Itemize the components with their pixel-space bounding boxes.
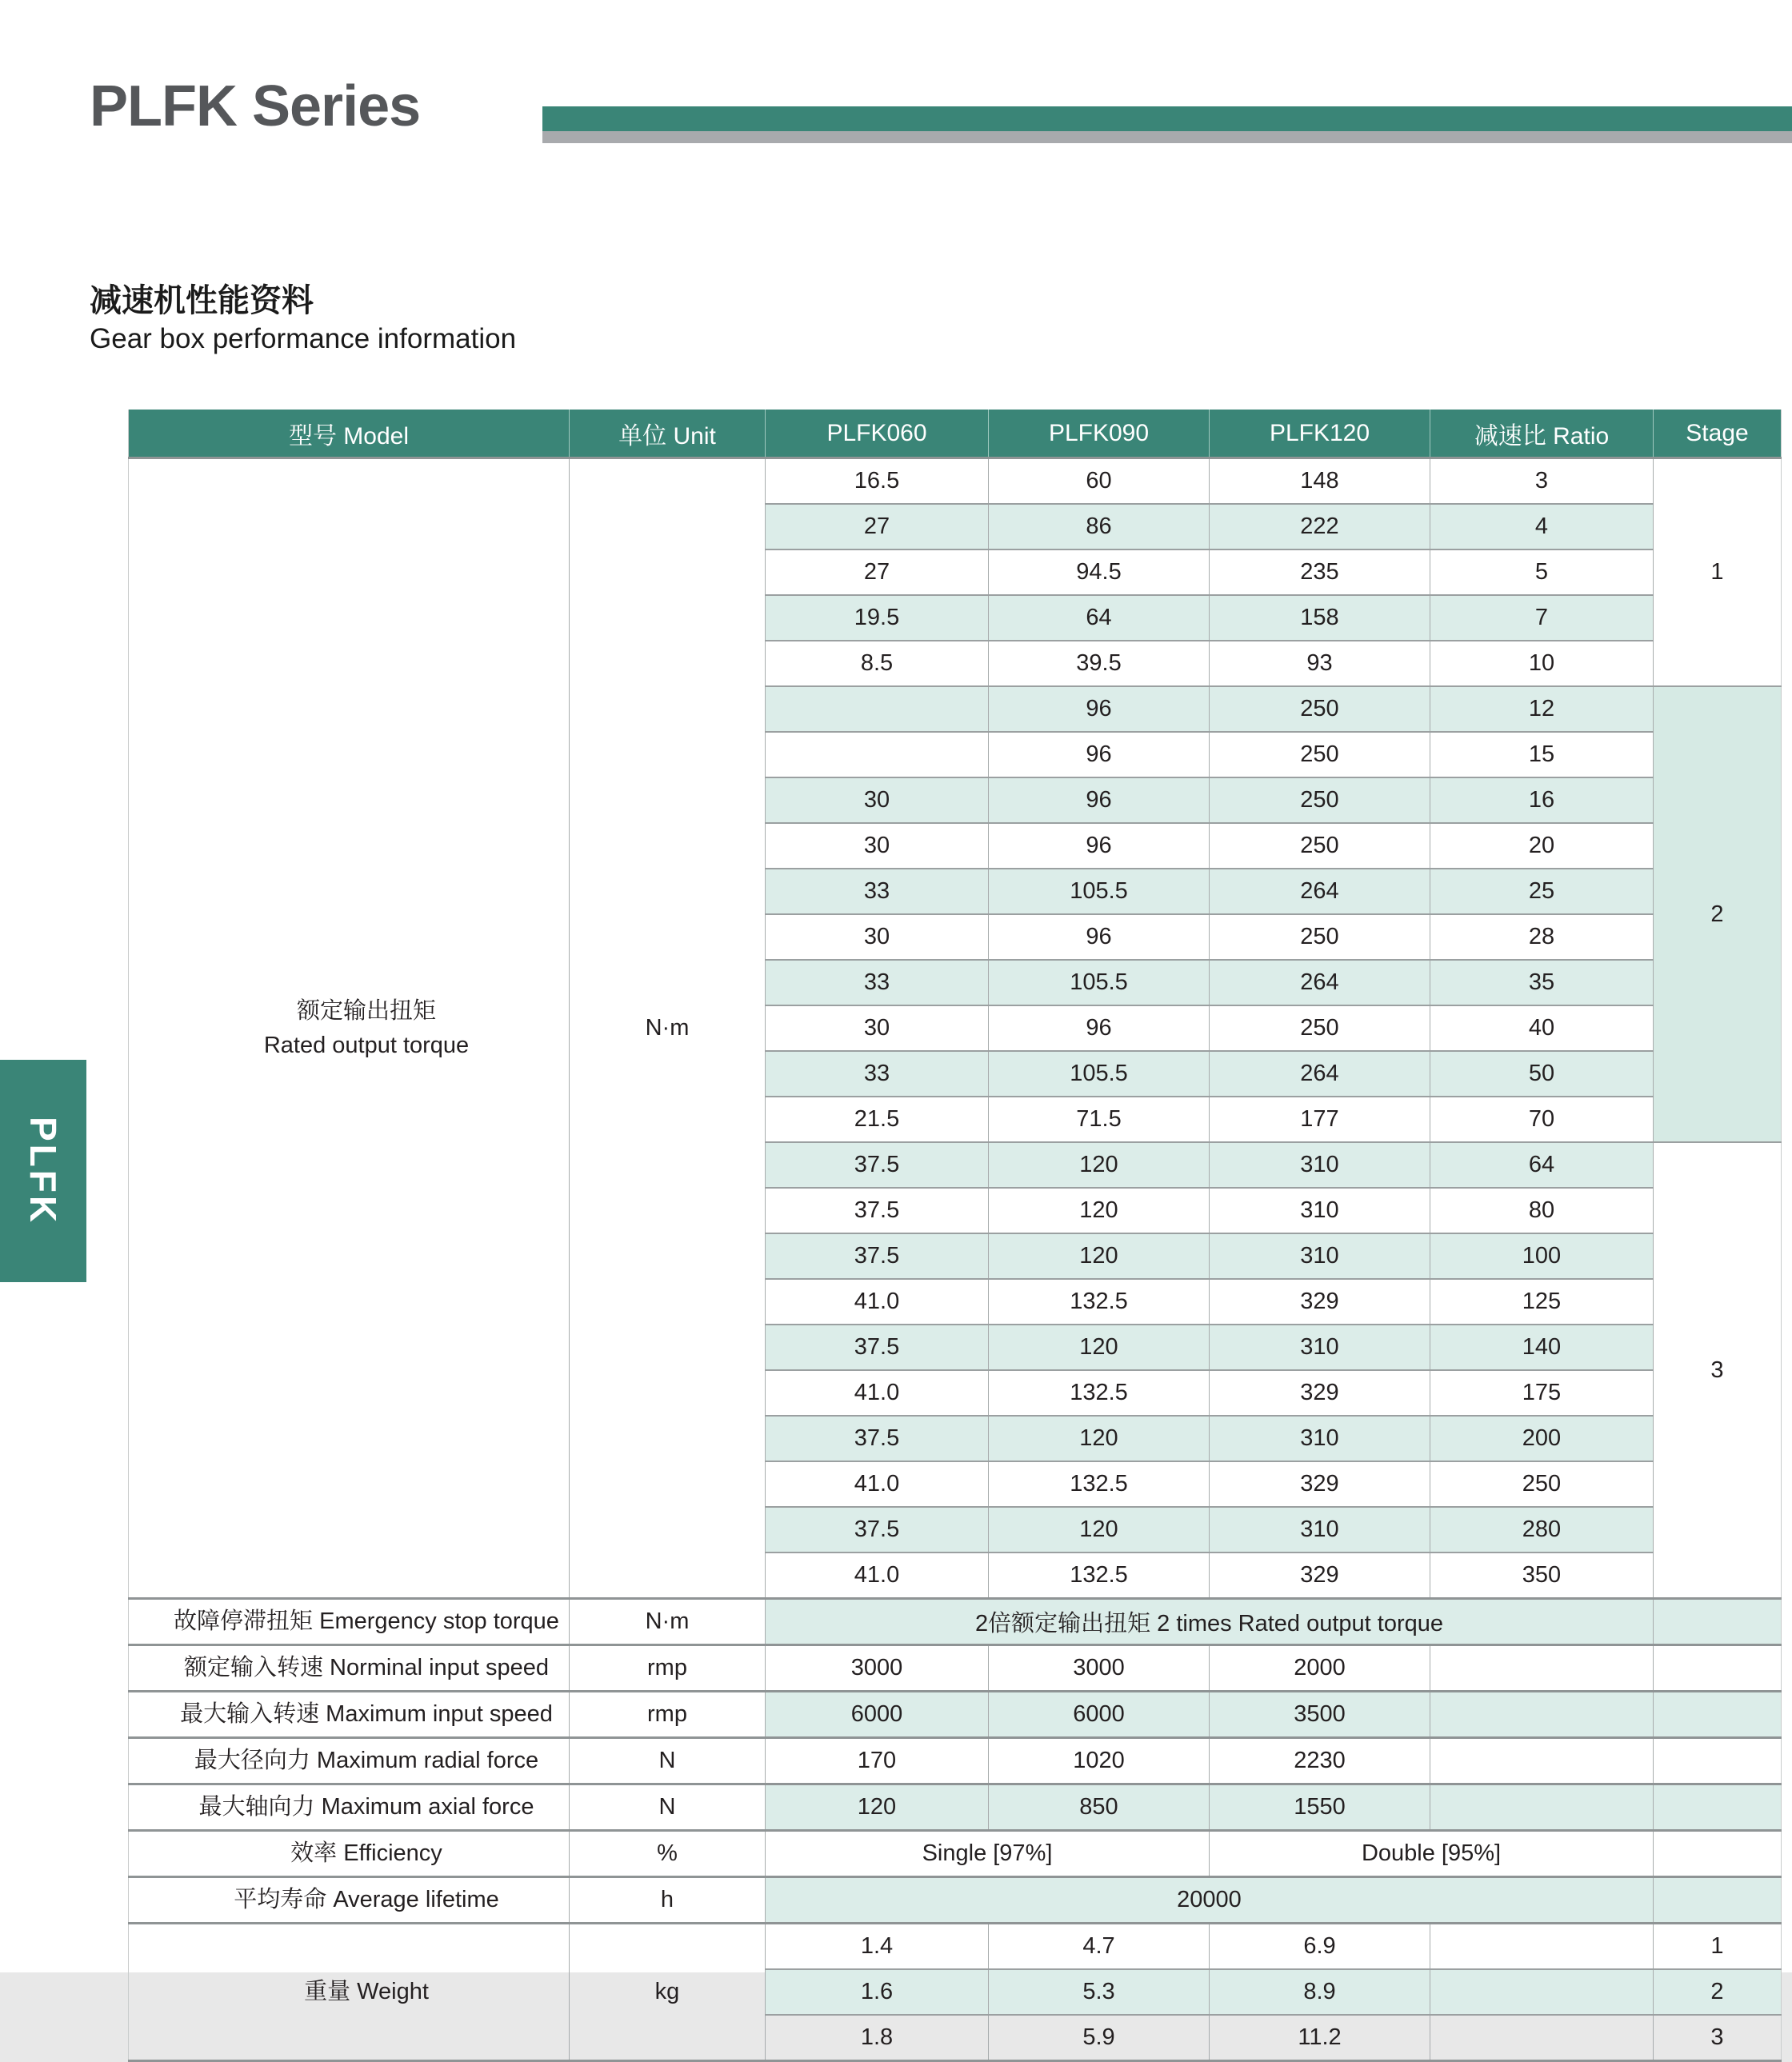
torque-cell: 8.5 <box>766 641 989 686</box>
torque-cell: 64 <box>989 595 1210 641</box>
table-row <box>129 1645 1782 1692</box>
torque-cell: 177 <box>1210 1097 1430 1142</box>
torque-cell: 120 <box>989 1507 1210 1552</box>
spec-unit: N <box>570 1738 766 1784</box>
torque-cell: 250 <box>1210 914 1430 960</box>
torque-cell: 105.5 <box>989 869 1210 914</box>
torque-cell: 39.5 <box>989 641 1210 686</box>
torque-cell <box>766 686 989 732</box>
torque-cell: 37.5 <box>766 1507 989 1552</box>
spec-value-cell: 2230 <box>1210 1738 1430 1784</box>
torque-cell: 30 <box>766 1005 989 1051</box>
torque-cell: 250 <box>1210 1005 1430 1051</box>
table-row <box>129 1692 1782 1738</box>
performance-table-wrap <box>128 410 1782 2062</box>
spec-stage-cell <box>1654 1645 1782 1692</box>
torque-cell: 235 <box>1210 549 1430 595</box>
ratio-cell: 20 <box>1430 823 1654 869</box>
header-row <box>129 410 1782 458</box>
section-title-en: Gear box performance information <box>90 323 517 354</box>
ratio-cell: 10 <box>1430 641 1654 686</box>
unit-cell: N·m <box>570 458 766 1599</box>
torque-cell: 120 <box>989 1188 1210 1233</box>
weight-unit-cell: kg <box>570 1924 766 2061</box>
torque-cell: 93 <box>1210 641 1430 686</box>
weight-value-cell: 5.3 <box>989 1969 1210 2015</box>
torque-cell: 30 <box>766 823 989 869</box>
torque-cell: 16.5 <box>766 458 989 505</box>
torque-cell: 132.5 <box>989 1279 1210 1325</box>
col-header-1: 单位 Unit <box>570 410 766 458</box>
spec-table <box>128 410 1782 2062</box>
weight-value-cell: 4.7 <box>989 1924 1210 1970</box>
stage-span-cell: 1 <box>1654 458 1782 687</box>
title-shadow-bar <box>542 131 1792 143</box>
ratio-cell: 64 <box>1430 1142 1654 1188</box>
spec-unit: rmp <box>570 1692 766 1738</box>
torque-cell: 250 <box>1210 686 1430 732</box>
torque-cell: 132.5 <box>989 1552 1210 1599</box>
ratio-cell: 175 <box>1430 1370 1654 1416</box>
torque-cell: 41.0 <box>766 1552 989 1599</box>
torque-cell: 94.5 <box>989 549 1210 595</box>
ratio-cell: 5 <box>1430 549 1654 595</box>
ratio-cell: 28 <box>1430 914 1654 960</box>
spec-span-cell: 2倍额定输出扭矩 2 times Rated output torque <box>766 1599 1654 1645</box>
torque-cell: 310 <box>1210 1507 1430 1552</box>
ratio-cell: 25 <box>1430 869 1654 914</box>
torque-cell: 30 <box>766 914 989 960</box>
spec-span-cell: 20000 <box>766 1877 1654 1924</box>
ratio-cell: 50 <box>1430 1051 1654 1097</box>
torque-cell: 264 <box>1210 960 1430 1005</box>
torque-cell: 120 <box>989 1325 1210 1370</box>
stage-span-cell: 3 <box>1654 1142 1782 1599</box>
ratio-empty-cell <box>1430 1924 1654 1970</box>
table-row <box>129 1784 1782 1831</box>
spec-value-cell: 3000 <box>989 1645 1210 1692</box>
ratio-cell: 4 <box>1430 504 1654 549</box>
spec-value-cell: 850 <box>989 1784 1210 1831</box>
table-row <box>129 1924 1782 1970</box>
ratio-cell: 280 <box>1430 1507 1654 1552</box>
table-row <box>129 1831 1782 1877</box>
torque-cell: 27 <box>766 504 989 549</box>
spec-value-cell: 2000 <box>1210 1645 1430 1692</box>
ratio-cell: 3 <box>1430 458 1654 505</box>
spec-unit: N·m <box>570 1599 766 1645</box>
ratio-cell: 80 <box>1430 1188 1654 1233</box>
torque-cell: 105.5 <box>989 960 1210 1005</box>
spec-value-cell: 1020 <box>989 1738 1210 1784</box>
torque-cell: 96 <box>989 777 1210 823</box>
spec-label: 效率 Efficiency <box>129 1831 570 1877</box>
weight-value-cell: 6.9 <box>1210 1924 1430 1970</box>
torque-cell: 37.5 <box>766 1188 989 1233</box>
torque-cell: 120 <box>989 1233 1210 1279</box>
weight-value-cell: 8.9 <box>1210 1969 1430 2015</box>
ratio-cell: 15 <box>1430 732 1654 777</box>
torque-cell: 329 <box>1210 1370 1430 1416</box>
spec-label: 额定输入转速 Norminal input speed <box>129 1645 570 1692</box>
torque-cell: 33 <box>766 960 989 1005</box>
ratio-cell: 40 <box>1430 1005 1654 1051</box>
col-header-2: PLFK060 <box>766 410 989 458</box>
torque-cell: 41.0 <box>766 1279 989 1325</box>
torque-cell: 120 <box>989 1142 1210 1188</box>
col-header-3: PLFK090 <box>989 410 1210 458</box>
torque-cell: 37.5 <box>766 1142 989 1188</box>
torque-cell: 33 <box>766 1051 989 1097</box>
weight-stage-cell: 2 <box>1654 1969 1782 2015</box>
ratio-empty-cell <box>1430 1738 1654 1784</box>
spec-stage-cell <box>1654 1599 1782 1645</box>
ratio-empty-cell <box>1430 1645 1654 1692</box>
torque-cell: 132.5 <box>989 1370 1210 1416</box>
torque-cell: 310 <box>1210 1416 1430 1461</box>
torque-cell: 27 <box>766 549 989 595</box>
torque-cell: 329 <box>1210 1279 1430 1325</box>
model-label-en: Rated output torque <box>263 1032 470 1058</box>
torque-cell: 30 <box>766 777 989 823</box>
table-head <box>129 410 1782 458</box>
ratio-cell: 12 <box>1430 686 1654 732</box>
series-side-tab <box>0 1060 86 1282</box>
table-body <box>129 458 1782 2061</box>
weight-stage-cell: 1 <box>1654 1924 1782 1970</box>
torque-cell: 120 <box>989 1416 1210 1461</box>
page-title: PLFK Series <box>90 74 421 138</box>
spec-stage-cell <box>1654 1738 1782 1784</box>
torque-cell: 250 <box>1210 823 1430 869</box>
torque-cell: 222 <box>1210 504 1430 549</box>
ratio-cell: 70 <box>1430 1097 1654 1142</box>
torque-cell: 96 <box>989 823 1210 869</box>
spec-split-cell: Double [95%] <box>1210 1831 1654 1877</box>
torque-cell: 96 <box>989 1005 1210 1051</box>
spec-unit: % <box>570 1831 766 1877</box>
ratio-empty-cell <box>1430 2015 1654 2061</box>
torque-cell: 19.5 <box>766 595 989 641</box>
table-row <box>129 458 1782 505</box>
spec-label: 平均寿命 Average lifetime <box>129 1877 570 1924</box>
spec-value-cell: 120 <box>766 1784 989 1831</box>
ratio-cell: 100 <box>1430 1233 1654 1279</box>
spec-stage-cell <box>1654 1831 1782 1877</box>
table-row <box>129 1877 1782 1924</box>
table-row <box>129 1738 1782 1784</box>
weight-value-cell: 1.8 <box>766 2015 989 2061</box>
weight-value-cell: 1.6 <box>766 1969 989 2015</box>
spec-stage-cell <box>1654 1784 1782 1831</box>
torque-cell: 37.5 <box>766 1233 989 1279</box>
torque-cell: 250 <box>1210 732 1430 777</box>
ratio-cell: 250 <box>1430 1461 1654 1507</box>
torque-cell: 33 <box>766 869 989 914</box>
torque-cell: 37.5 <box>766 1325 989 1370</box>
torque-cell <box>766 732 989 777</box>
ratio-cell: 140 <box>1430 1325 1654 1370</box>
ratio-cell: 7 <box>1430 595 1654 641</box>
torque-cell: 21.5 <box>766 1097 989 1142</box>
spec-value-cell: 6000 <box>766 1692 989 1738</box>
series-side-tab-label: PLFK <box>22 1116 64 1226</box>
weight-value-cell: 11.2 <box>1210 2015 1430 2061</box>
model-label-zh: 额定输出扭矩 <box>296 998 436 1025</box>
torque-cell: 37.5 <box>766 1416 989 1461</box>
torque-cell: 264 <box>1210 869 1430 914</box>
torque-cell: 329 <box>1210 1461 1430 1507</box>
torque-cell: 86 <box>989 504 1210 549</box>
spec-value-cell: 1550 <box>1210 1784 1430 1831</box>
stage-span-cell: 2 <box>1654 686 1782 1142</box>
col-header-6: Stage <box>1654 410 1782 458</box>
spec-unit: h <box>570 1877 766 1924</box>
torque-cell: 158 <box>1210 595 1430 641</box>
weight-stage-cell: 3 <box>1654 2015 1782 2061</box>
weight-label-cell: 重量 Weight <box>129 1924 570 2061</box>
torque-cell: 310 <box>1210 1188 1430 1233</box>
spec-value-cell: 6000 <box>989 1692 1210 1738</box>
torque-cell: 41.0 <box>766 1370 989 1416</box>
torque-cell: 96 <box>989 732 1210 777</box>
torque-cell: 60 <box>989 458 1210 505</box>
spec-unit: N <box>570 1784 766 1831</box>
torque-cell: 96 <box>989 914 1210 960</box>
torque-cell: 148 <box>1210 458 1430 505</box>
col-header-0: 型号 Model <box>129 410 570 458</box>
spec-value-cell: 3000 <box>766 1645 989 1692</box>
torque-cell: 41.0 <box>766 1461 989 1507</box>
torque-cell: 71.5 <box>989 1097 1210 1142</box>
col-header-5: 减速比 Ratio <box>1430 410 1654 458</box>
spec-label: 最大输入转速 Maximum input speed <box>129 1692 570 1738</box>
ratio-cell: 16 <box>1430 777 1654 823</box>
spec-value-cell: 170 <box>766 1738 989 1784</box>
torque-cell: 105.5 <box>989 1051 1210 1097</box>
spec-label: 故障停滞扭矩 Emergency stop torque <box>129 1599 570 1645</box>
spec-stage-cell <box>1654 1877 1782 1924</box>
ratio-empty-cell <box>1430 1969 1654 2015</box>
ratio-cell: 350 <box>1430 1552 1654 1599</box>
ratio-cell: 35 <box>1430 960 1654 1005</box>
spec-label: 最大轴向力 Maximum axial force <box>129 1784 570 1831</box>
torque-cell: 132.5 <box>989 1461 1210 1507</box>
ratio-cell: 200 <box>1430 1416 1654 1461</box>
ratio-empty-cell <box>1430 1784 1654 1831</box>
torque-cell: 310 <box>1210 1325 1430 1370</box>
spec-stage-cell <box>1654 1692 1782 1738</box>
torque-cell: 250 <box>1210 777 1430 823</box>
section-title-zh: 减速机性能资料 <box>90 283 314 318</box>
torque-cell: 264 <box>1210 1051 1430 1097</box>
spec-value-cell: 3500 <box>1210 1692 1430 1738</box>
torque-cell: 310 <box>1210 1233 1430 1279</box>
torque-cell: 96 <box>989 686 1210 732</box>
weight-value-cell: 5.9 <box>989 2015 1210 2061</box>
spec-label: 最大径向力 Maximum radial force <box>129 1738 570 1784</box>
title-accent-bar <box>542 106 1792 131</box>
spec-unit: rmp <box>570 1645 766 1692</box>
weight-value-cell: 1.4 <box>766 1924 989 1970</box>
col-header-4: PLFK120 <box>1210 410 1430 458</box>
ratio-empty-cell <box>1430 1692 1654 1738</box>
spec-split-cell: Single [97%] <box>766 1831 1210 1877</box>
model-label-cell <box>129 458 570 1599</box>
ratio-cell: 125 <box>1430 1279 1654 1325</box>
table-row <box>129 1599 1782 1645</box>
torque-cell: 329 <box>1210 1552 1430 1599</box>
torque-cell: 310 <box>1210 1142 1430 1188</box>
